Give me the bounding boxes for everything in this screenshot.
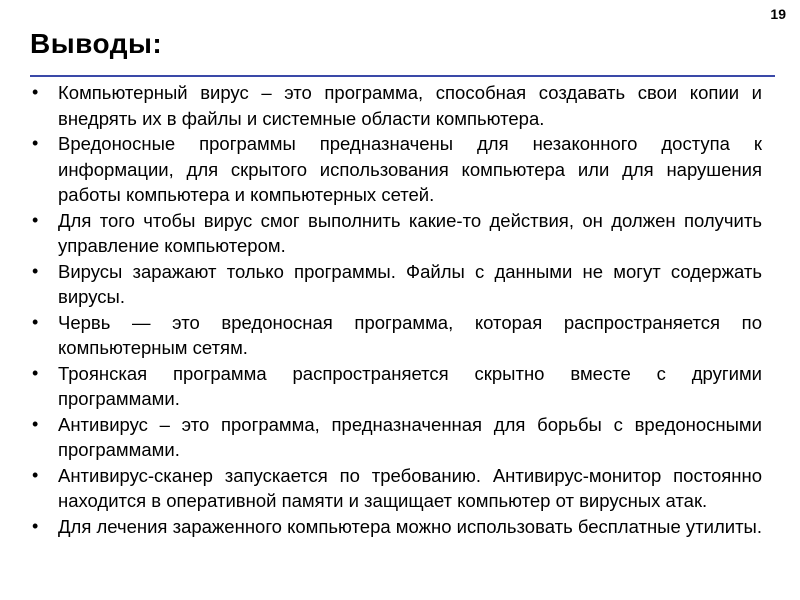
bullet-item: • Антивирус-сканер запускается по требованию. Антивирус-монитор постоянно находится в оперативной памяти и защищает компьютер от вирусных атак. (30, 463, 762, 514)
bullet-item: • Троянская программа распространяется скрытно вместе с другими программами. (30, 361, 762, 412)
page-number: 19 (770, 6, 786, 22)
bullet-item: • Вредоносные программы предназначены для незаконного доступа к информации, для скрытого использования компьютера или для нарушения работы компьютера и компьютерных сетей. (30, 131, 762, 208)
bullet-item: • Компьютерный вирус – это программа, способная создавать свои копии и внедрять их в файлы и системные области компьютера. (30, 80, 762, 131)
bullet-item: • Для лечения зараженного компьютера можно использовать бесплатные утилиты. (30, 514, 762, 540)
bullet-item: • Для того чтобы вирус смог выполнить какие-то действия, он должен получить управление компьютером. (30, 208, 762, 259)
title-divider (30, 75, 775, 77)
bullet-list (30, 80, 762, 539)
bullet-item: • Вирусы заражают только программы. Файлы с данными не могут содержать вирусы. (30, 259, 762, 310)
bullet-item: • Червь — это вредоносная программа, которая распространяется по компьютерным сетям. (30, 310, 762, 361)
bullet-item: • Антивирус – это программа, предназначенная для борьбы с вредоносными программами. (30, 412, 762, 463)
slide-title: Выводы: (30, 28, 163, 59)
